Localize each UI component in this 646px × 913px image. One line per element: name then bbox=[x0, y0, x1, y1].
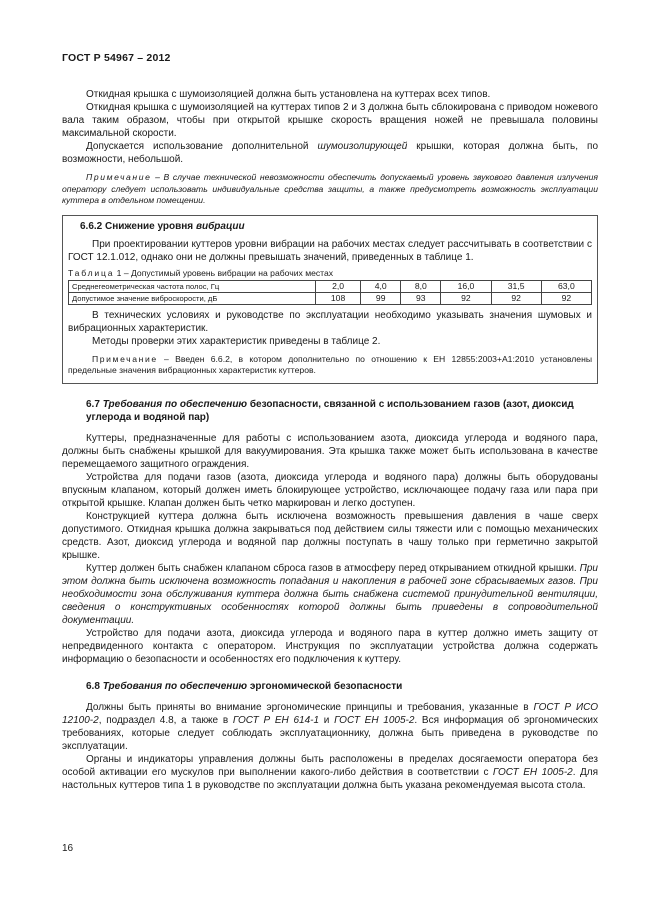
vibration-paragraph-3: Методы проверки этих характеристик приведены в таблице 2. bbox=[92, 335, 381, 347]
table-cell: 92 bbox=[491, 292, 541, 304]
document-page bbox=[62, 52, 598, 792]
table-cell: 2,0 bbox=[316, 280, 361, 292]
box-note: Примечание – Введен 6.6.2, в котором дополнительно по отношению к ЕН 12855:2003+А1:2010 установлены предельные значения вибрационных характеристик куттеров. bbox=[68, 353, 592, 375]
gas-paragraph-1: Куттеры, предназначенные для работы с использованием азота, диоксида углерода и водяного пара, должны быть снабжены крышкой для вакуумирования. Эта крышка также может быть использована в качестве перемещаемого защитного ограждения. bbox=[62, 432, 598, 470]
intro-paragraph-1: Откидная крышка с шумоизоляцией должна быть установлена на куттерах всех типов. bbox=[86, 89, 491, 100]
vibration-paragraph-1: При проектировании куттеров уровни вибрации на рабочих местах следует рассчитывать в соответствии с ГОСТ 12.1.012, однако они не должны превышать значений, приведенных в таблице 1. bbox=[68, 238, 592, 263]
table-cell: 93 bbox=[401, 292, 441, 304]
gas-paragraph-2: Устройства для подачи газов (азота, диоксида углерода и водяного пара) должны быть оборудованы впускным клапаном, который должен иметь блокирующее устройство, исключающее подачу газа или пара при открытой крышке. Клапан должен быть четко маркирован и легко доступен. bbox=[62, 471, 598, 509]
ergonomic-paragraph-2: Органы и индикаторы управления должны быть расположены в пределах досягаемости оператора без особой активации его мускулов при выполнении какого-либо действия в соответствии с ГОСТ ЕН 1005-2. Для настольных куттеров типа 1 в руководстве по эксплуатации должна быть указана рекомендуемая высота стола. bbox=[62, 753, 598, 791]
table-cell: 31,5 bbox=[491, 280, 541, 292]
intro-paragraph-2: Откидная крышка с шумоизоляцией на куттерах типов 2 и 3 должна быть сблокирована с приводом ножевого вала таким образом, чтобы при открытой крышке скорость вращения ножей не превышала половины максимальной скорости. bbox=[62, 102, 598, 139]
gas-paragraph-4: Куттер должен быть снабжен клапаном сброса газов в атмосферу перед открыванием откидной крышки. При этом должна быть исключена возможность попадания и накопления в рабочей зоне сбрасываемых газов. При необходимости зона обслуживания куттера должна быть снабжена системой принудительной вентиляции, сведения о конструктивных особенностях которой должны быть приведены в сопроводительной документации. bbox=[62, 562, 598, 626]
table-cell: 108 bbox=[316, 292, 361, 304]
table-cell: 4,0 bbox=[361, 280, 401, 292]
page-number: 16 bbox=[62, 843, 74, 854]
table-cell: 92 bbox=[541, 292, 591, 304]
table-cell: 8,0 bbox=[401, 280, 441, 292]
ergonomic-paragraph-1: Должны быть приняты во внимание эргономические принципы и требования, указанные в ГОСТ Р ИСО 12100-2, подраздел 4.8, а также в ГОСТ Р ЕН 614-1 и ГОСТ ЕН 1005-2. Вся информация об эргономических требованиях, которые следует соблюдать эксплуатационнику, должна быть приведена в руководстве по эксплуатации. bbox=[62, 701, 598, 752]
note-1: Примечание – В случае технической невозможности обеспечить допускаемый уровень звукового давления излучения оператору следует использовать индивидуальные средства защиты, а также предусмотреть возможность эксплуатации куттера в отдельном помещении. bbox=[62, 172, 598, 205]
vibration-table bbox=[68, 280, 592, 305]
section-6-7-heading: 6.7 Требования по обеспечению безопасности, связанной с использованием газов (азот, диоксид углерода и водяной пар) bbox=[86, 398, 574, 423]
vibration-paragraph-2: В технических условиях и руководстве по эксплуатации необходимо указывать значения шумовых и вибрационных характеристик. bbox=[68, 309, 592, 334]
table-cell-label: Допустимое значение виброскорости, дБ bbox=[69, 292, 316, 304]
table-cell: 92 bbox=[441, 292, 491, 304]
table-row-velocity bbox=[69, 292, 592, 304]
gas-paragraph-5: Устройство для подачи азота, диоксида углерода и водяного пара в куттер должно иметь защиту от непредвиденного контакта с оператором. Инструкция по эксплуатации устройства должна содержать информацию о безопасности и особенностях его подключения к куттеру. bbox=[62, 627, 598, 665]
intro-paragraph-3: Допускается использование дополнительной шумоизолирующей крышки, которая должна быть, по возможности, небольшой. bbox=[62, 141, 599, 165]
table-cell: 63,0 bbox=[541, 280, 591, 292]
document-header: ГОСТ Р 54967 – 2012 bbox=[62, 52, 171, 64]
section-6-6-2-box bbox=[62, 215, 598, 384]
table-cell: 99 bbox=[361, 292, 401, 304]
table-cell-label: Среднегеометрическая частота полос, Гц bbox=[69, 280, 316, 292]
section-6-8-heading: 6.8 Требования по обеспечению эргономической безопасности bbox=[86, 680, 403, 692]
table-row-frequency bbox=[69, 280, 592, 292]
section-6-6-2-title: 6.6.2 Снижение уровня вибрации bbox=[80, 220, 245, 232]
table-1-caption: Таблица 1 – Допустимый уровень вибрации на рабочих местах bbox=[68, 267, 334, 278]
gas-paragraph-3: Конструкцией куттера должна быть исключена возможность превышения давления в чаше сверх допустимого. Откидная крышка должна закрываться под действием силы тяжести или с помощью механических средств. Азот, диоксид углерода и водяной пар должны поступать в чашу только при герметично закрытой крышке. bbox=[62, 510, 598, 561]
table-cell: 16,0 bbox=[441, 280, 491, 292]
